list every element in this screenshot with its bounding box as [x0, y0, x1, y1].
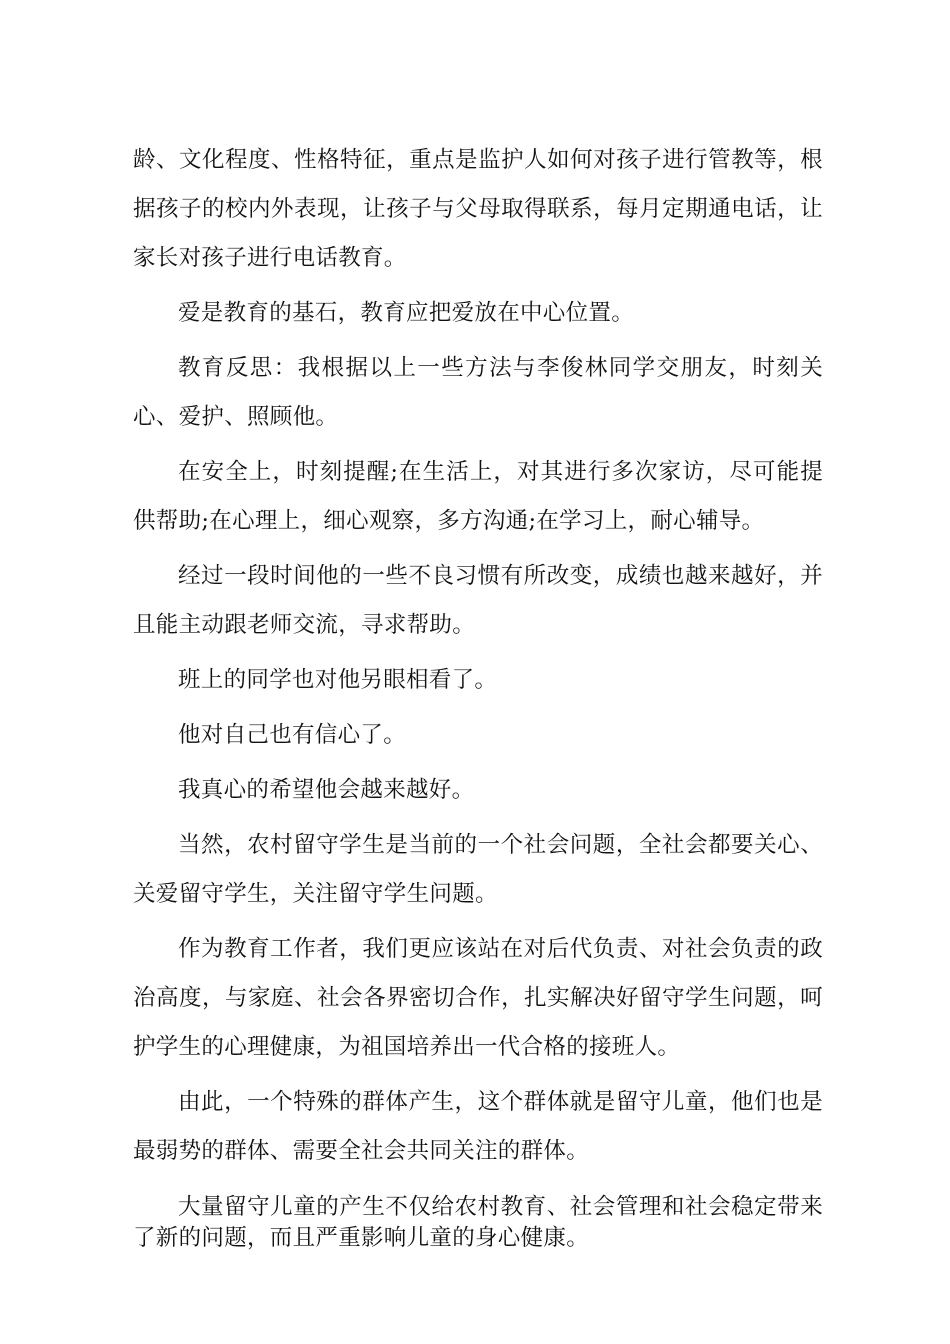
paragraph: 当然，农村留守学生是当前的一个社会问题，全社会都要关心、关爱留守学生，关注留守学生问题。 — [133, 832, 823, 907]
paragraph: 在安全上，时刻提醒;在生活上，对其进行多次家访，尽可能提供帮助;在心理上，细心观察，多方沟通;在学习上，耐心辅导。 — [133, 459, 823, 534]
paragraph-continued: 龄、文化程度、性格特征，重点是监护人如何对孩子进行管教等，根据孩子的校内外表现，让孩子与父母取得联系，每月定期通电话，让家长对孩子进行电话教育。 — [133, 147, 823, 271]
paragraph: 教育反思：我根据以上一些方法与李俊林同学交朋友，时刻关心、爱护、照顾他。 — [133, 355, 823, 430]
paragraph: 班上的同学也对他另眼相看了。 — [178, 667, 498, 693]
document-body — [133, 136, 823, 1260]
paragraph: 我真心的希望他会越来越好。 — [178, 777, 475, 803]
paragraph: 他对自己也有信心了。 — [178, 722, 407, 748]
paragraph: 作为教育工作者，我们更应该站在对后代负责、对社会负责的政治高度，与家庭、社会各界密切合作，扎实解决好留守学生问题，呵护学生的心理健康，为祖国培养出一代合格的接班人。 — [133, 936, 823, 1060]
paragraph: 爱是教育的基石，教育应把爱放在中心位置。 — [178, 300, 635, 326]
paragraph: 由此，一个特殊的群体产生，这个群体就是留守儿童，他们也是最弱势的群体、需要全社会共同关注的群体。 — [133, 1089, 823, 1164]
paragraph: 经过一段时间他的一些不良习惯有所改变，成绩也越来越好，并且能主动跟老师交流，寻求帮助。 — [133, 563, 823, 638]
paragraph: 大量留守儿童的产生不仅给农村教育、社会管理和社会稳定带来了新的问题，而且严重影响儿童的身心健康。 — [133, 1194, 823, 1251]
